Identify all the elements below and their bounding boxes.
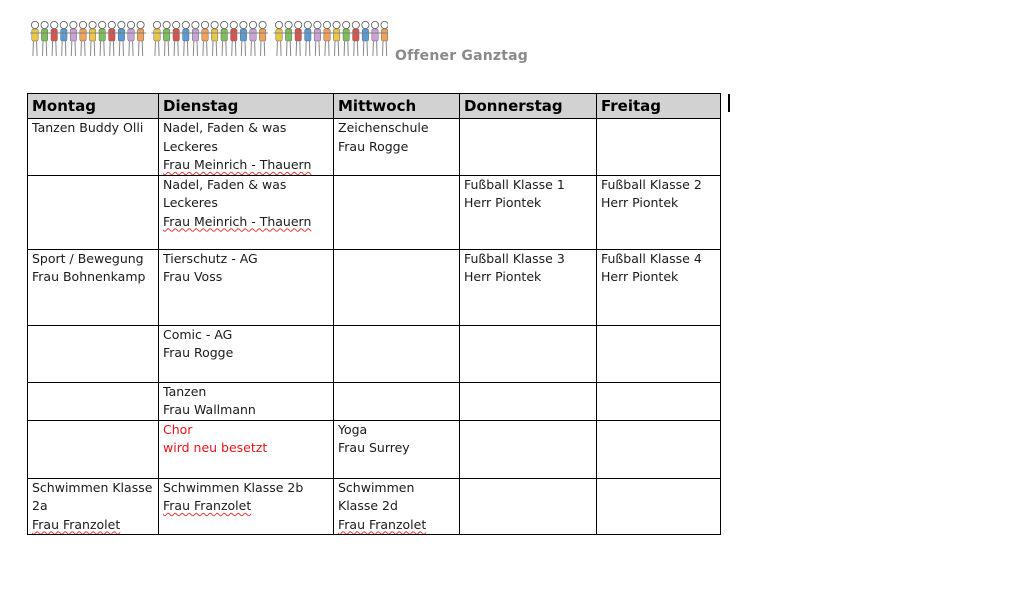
table-cell — [159, 478, 334, 535]
teacher-name: Frau Franzolet — [338, 516, 427, 532]
children-banner-image — [30, 18, 388, 62]
vacancy-note: wird neu besetzt — [163, 440, 268, 455]
teacher-name: Herr Piontek — [601, 195, 679, 210]
teacher-name: Herr Piontek — [601, 269, 679, 284]
activity-name: Fußball Klasse 4 — [601, 250, 702, 266]
activity-name: Fußball Klasse 1 — [464, 176, 565, 192]
table-cell — [460, 382, 597, 420]
table-cell — [597, 249, 721, 325]
teacher-name: Frau Franzolet — [32, 516, 121, 532]
schedule-table — [27, 93, 721, 535]
header-tuesday: Dienstag — [159, 94, 334, 119]
activity-name: Sport / Bewegung — [32, 250, 144, 266]
teacher-name: Frau Franzolet — [163, 498, 252, 513]
table-cell — [28, 175, 159, 249]
table-cell — [597, 420, 721, 478]
activity-name: Tierschutz - AG — [163, 250, 258, 266]
table-cell — [159, 119, 334, 176]
teacher-name: Frau Surrey — [338, 440, 410, 455]
table-header-row — [28, 94, 721, 119]
table-cell — [460, 119, 597, 176]
teacher-name: Frau Bohnenkamp — [32, 269, 146, 284]
header-wednesday: Mittwoch — [334, 94, 460, 119]
table-cell — [334, 478, 460, 535]
table-row — [28, 119, 721, 176]
teacher-name: Frau Wallmann — [163, 402, 256, 417]
table-cell — [460, 420, 597, 478]
activity-name: Chor — [163, 421, 193, 437]
activity-name: Tanzen — [163, 383, 207, 399]
activity-name: Yoga — [338, 421, 368, 437]
table-row — [28, 420, 721, 478]
table-cell — [28, 420, 159, 478]
activity-name: Fußball Klasse 2 — [601, 176, 702, 192]
table-cell — [28, 249, 159, 325]
header-thursday: Donnerstag — [460, 94, 597, 119]
table-row — [28, 382, 721, 420]
table-cell — [597, 119, 721, 176]
table-cell — [28, 478, 159, 535]
table-cell — [28, 325, 159, 382]
table-row — [28, 478, 721, 535]
teacher-name: Frau Meinrich - Thauern — [163, 213, 312, 229]
table-cell — [460, 478, 597, 535]
table-row — [28, 249, 721, 325]
activity-name: Fußball Klasse 3 — [464, 250, 565, 266]
table-cell — [597, 175, 721, 249]
teacher-name: Herr Piontek — [464, 195, 542, 210]
activity-name: Schwimmen Klasse 2a — [32, 479, 153, 513]
activity-name: Schwimmen Klasse 2b — [163, 479, 304, 495]
table-cell — [334, 420, 460, 478]
table-cell — [28, 119, 159, 176]
table-cell — [28, 382, 159, 420]
table-row — [28, 325, 721, 382]
teacher-name: Frau Rogge — [163, 345, 234, 360]
header-monday: Montag — [28, 94, 159, 119]
table-cell — [334, 382, 460, 420]
teacher-name: Frau Rogge — [338, 138, 409, 154]
table-cell — [334, 325, 460, 382]
activity-name: Zeichenschule — [338, 120, 429, 135]
teacher-name: Herr Piontek — [464, 269, 542, 284]
text-cursor — [728, 94, 730, 112]
table-cell — [159, 175, 334, 249]
page-title: Offener Ganztag — [395, 48, 529, 64]
table-cell — [159, 382, 334, 420]
activity-name: Tanzen Buddy Olli — [32, 120, 144, 135]
table-cell — [460, 249, 597, 325]
teacher-name: Frau Voss — [163, 269, 223, 284]
activity-name: Nadel, Faden & was Leckeres — [163, 176, 287, 210]
activity-name: Comic - AG — [163, 326, 233, 342]
table-cell — [597, 325, 721, 382]
activity-name: Nadel, Faden & was Leckeres — [163, 120, 287, 154]
table-cell — [334, 249, 460, 325]
table-cell — [597, 382, 721, 420]
table-cell — [334, 175, 460, 249]
table-cell — [159, 249, 334, 325]
activity-name: Schwimmen Klasse 2d — [338, 479, 415, 513]
table-cell — [334, 119, 460, 176]
teacher-name: Frau Meinrich - Thauern — [163, 157, 312, 172]
table-cell — [460, 175, 597, 249]
table-cell — [597, 478, 721, 535]
table-row — [28, 175, 721, 249]
table-cell — [460, 325, 597, 382]
table-cell — [159, 325, 334, 382]
table-cell — [159, 420, 334, 478]
header-friday: Freitag — [597, 94, 721, 119]
